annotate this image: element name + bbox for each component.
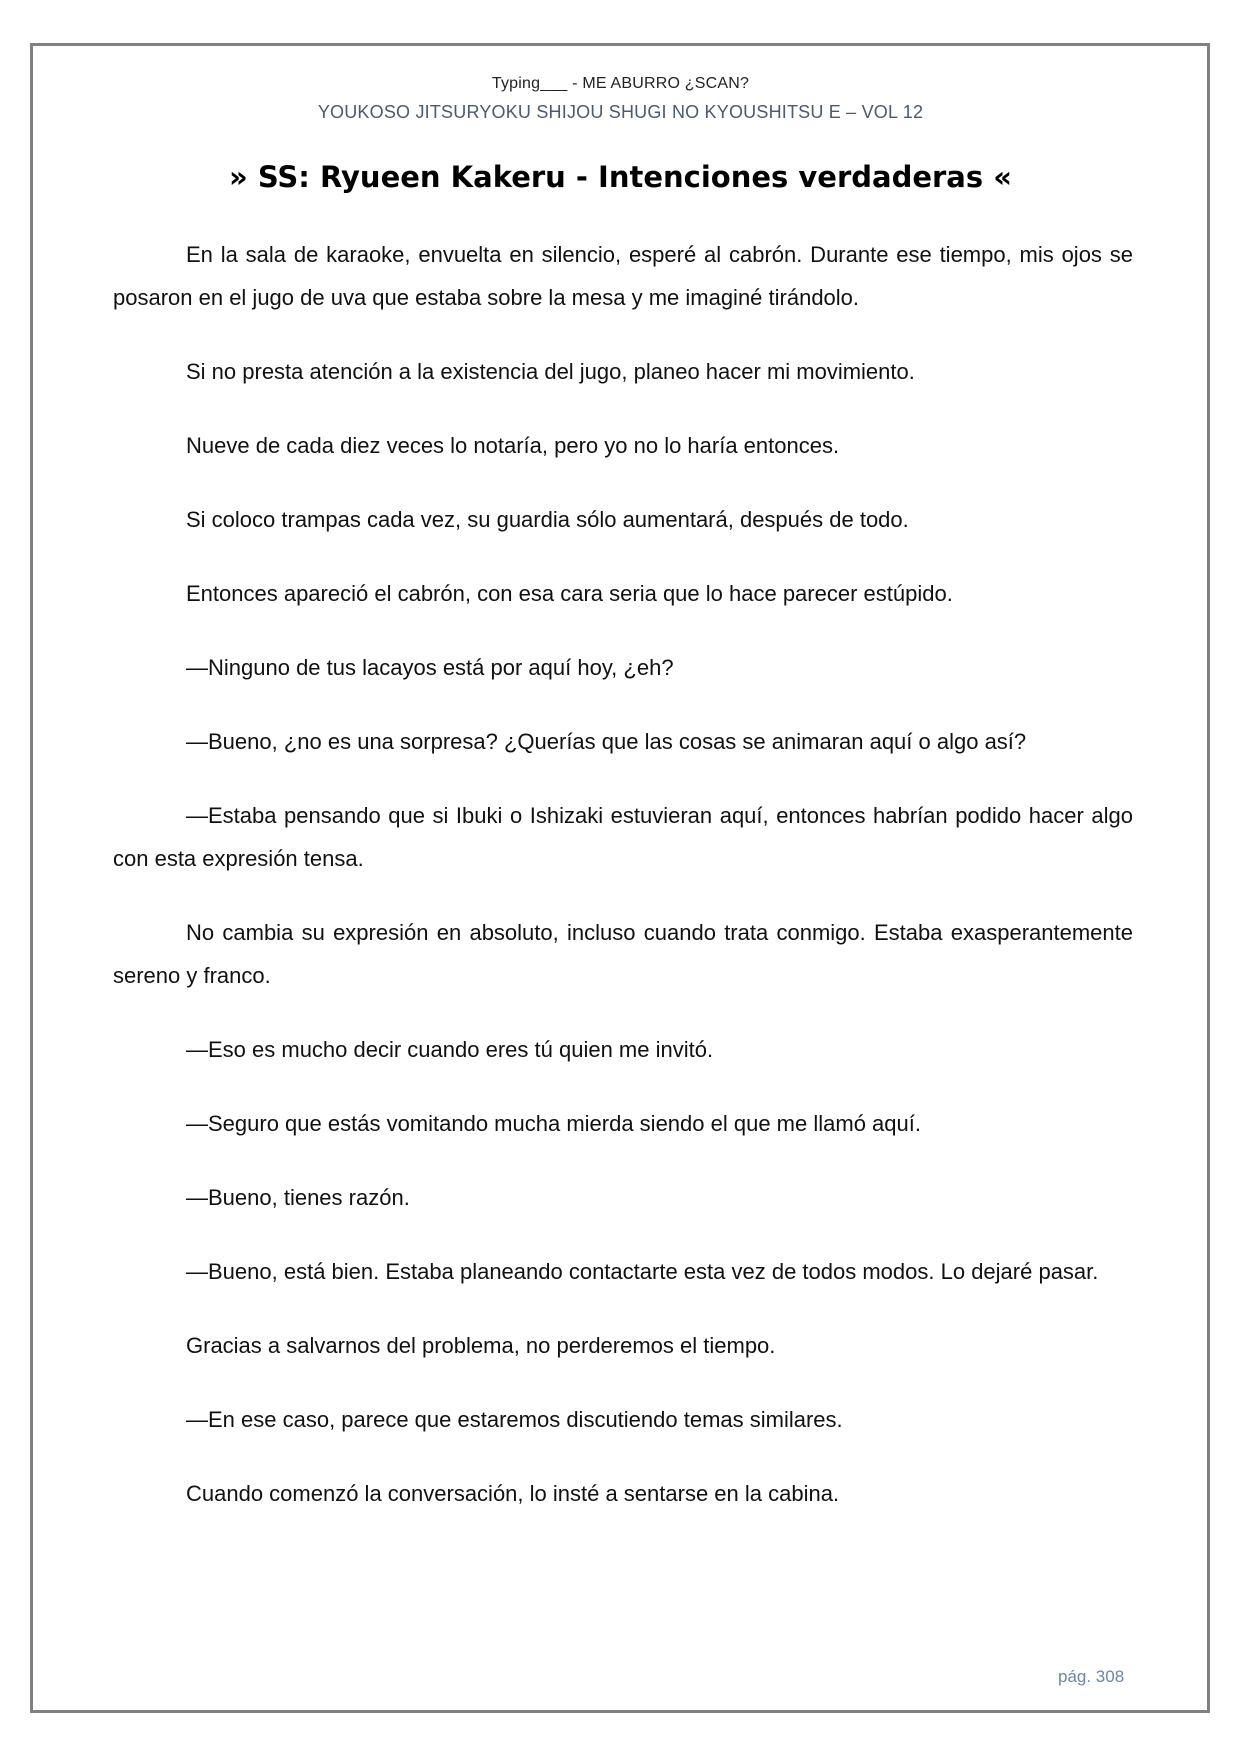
paragraph: —Estaba pensando que si Ibuki o Ishizaki estuvieran aquí, entonces habrían podido hacer algo con esta expresión tensa. — [113, 803, 1133, 871]
paragraph: Cuando comenzó la conversación, lo insté a sentarse en la cabina. — [186, 1481, 840, 1506]
paragraph: —Bueno, tienes razón. — [186, 1185, 410, 1210]
paragraph: Si coloco trampas cada vez, su guardia sólo aumentará, después de todo. — [186, 507, 909, 532]
paragraph: —Bueno, ¿no es una sorpresa? ¿Querías que las cosas se animaran aquí o algo así? — [186, 729, 1027, 754]
paragraph: —Seguro que estás vomitando mucha mierda siendo el que me llamó aquí. — [186, 1111, 921, 1136]
paragraph: —En ese caso, parece que estaremos discutiendo temas similares. — [186, 1407, 843, 1432]
paragraph: Gracias a salvarnos del problema, no perderemos el tiempo. — [186, 1333, 776, 1358]
header-volume-title: YOUKOSO JITSURYOKU SHIJOU SHUGI NO KYOUSHITSU E – VOL 12 — [317, 102, 924, 122]
paragraph: Si no presta atención a la existencia del jugo, planeo hacer mi movimiento. — [186, 359, 915, 384]
paragraph: Nueve de cada diez veces lo notaría, pero yo no lo haría entonces. — [186, 433, 840, 458]
header-scan-credit: Typing___ - ME ABURRO ¿SCAN? — [491, 75, 750, 92]
paragraph: —Ninguno de tus lacayos está por aquí hoy, ¿eh? — [186, 655, 674, 680]
paragraph: No cambia su expresión en absoluto, incluso cuando trata conmigo. Estaba exasperantemente sereno y franco. — [113, 920, 1133, 988]
paragraph: —Eso es mucho decir cuando eres tú quien me invitó. — [186, 1037, 714, 1062]
paragraph: —Bueno, está bien. Estaba planeando contactarte esta vez de todos modos. Lo dejaré pasar. — [186, 1259, 1099, 1284]
page-number: pág. 308 — [1058, 1667, 1125, 1686]
paragraph: Entonces apareció el cabrón, con esa cara seria que lo hace parecer estúpido. — [186, 581, 953, 606]
paragraph: En la sala de karaoke, envuelta en silencio, esperé al cabrón. Durante ese tiempo, mis ojos se posaron en el jugo de uva que estaba sobre la mesa y me imaginé tirándolo. — [113, 242, 1133, 310]
body-text — [113, 233, 1133, 1546]
chapter-title: » SS: Ryueen Kakeru - Intenciones verdaderas « — [229, 160, 1012, 194]
